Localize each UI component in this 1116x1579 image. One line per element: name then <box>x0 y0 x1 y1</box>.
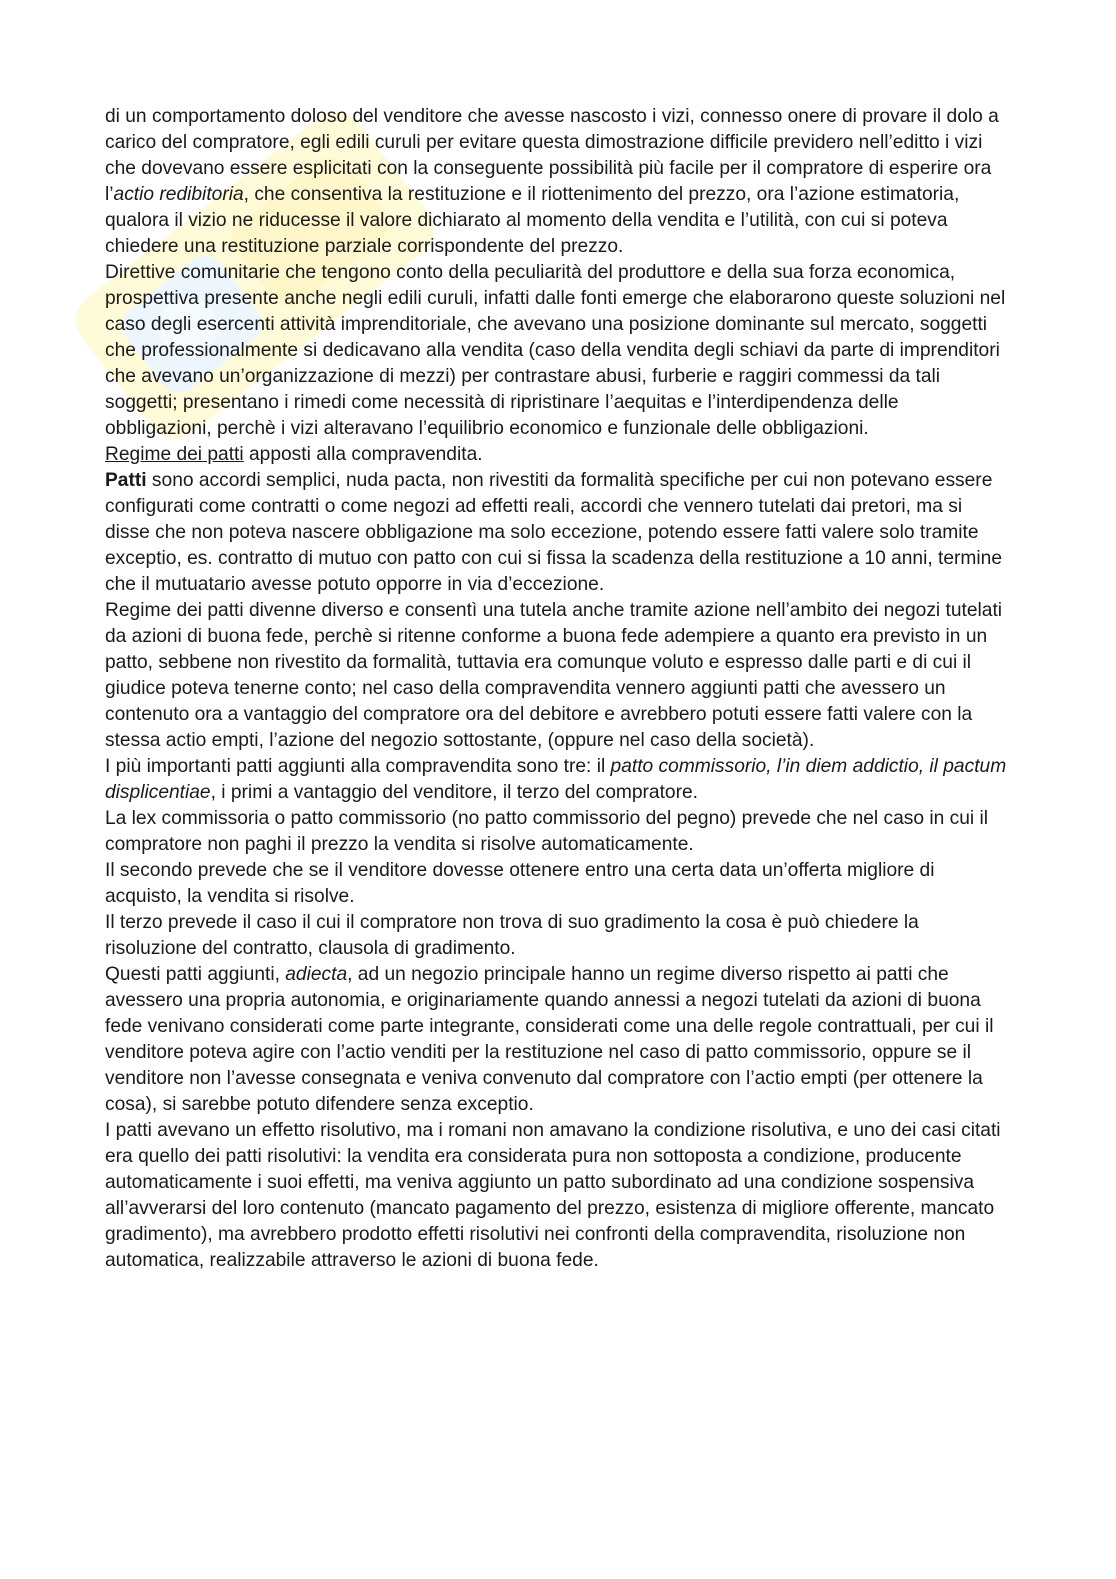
paragraph-terzo: Il terzo prevede il caso il cui il compratore non trova di suo gradimento la cosa è può chiedere la risoluzione del contratto, clausola di gradimento. <box>105 912 919 959</box>
paragraph-regime-heading: Regime dei patti apposti alla compravendita. <box>105 444 483 465</box>
paragraph-effetto-risolutivo: I patti avevano un effetto risolutivo, ma i romani non amavano la condizione risolutiva, e uno dei casi citati era quello dei patti risolutivi: la vendita era considerata pura non sottoposta a condizione, producente automaticamente i suoi effetti, ma veniva aggiunto un patto subordinato ad una condizione sospensiva all’avverarsi del loro contenuto (mancato pagamento del prezzo, esistenza di migliore offerente, mancato gradimento), ma avrebbero prodotto effetti risolutivi nei confronti della compravendita, risoluzione non automatica, realizzabile attraverso le azioni di buona fede. <box>105 1120 1001 1271</box>
document-page <box>105 104 1010 1274</box>
paragraph-tre-patti: I più importanti patti aggiunti alla compravendita sono tre: il patto commissorio, l’in diem addictio, il pactum displicentiae, i primi a vantaggio del venditore, il terzo del compratore. <box>105 756 1007 803</box>
paragraph-secondo: Il secondo prevede che se il venditore dovesse ottenere entro una certa data un’offerta migliore di acquisto, la vendita si risolve. <box>105 860 935 907</box>
paragraph-direttive: Direttive comunitarie che tengono conto della peculiarità del produttore e della sua forza economica, prospettiva presente anche negli edili curuli, infatti dalle fonti emerge che elaborarono queste soluzioni nel caso degli esercenti attività imprenditoriale, che avevano una posizione dominante sul mercato, soggetti che professionalmente si dedicavano alla vendita (caso della vendita degli schiavi da parte di imprenditori che avevano un’organizzazione di mezzi) per contrastare abusi, furberie e raggiri commessi da tali soggetti; presentano i rimedi come necessità di ripristinare l’aequitas e l’interdipendenza delle obbligazioni, perchè i vizi alteravano l’equilibrio economico e funzionale delle obbligazioni. <box>105 262 1006 439</box>
paragraph-regime-diverso: Regime dei patti divenne diverso e consentì una tutela anche tramite azione nell’ambito dei negozi tutelati da azioni di buona fede, perchè si ritenne conforme a buona fede adempiere a quanto era previsto in un patto, sebbene non rivestito da formalità, tuttavia era comunque voluto e espresso dalle parti e di cui il giudice poteva tenerne conto; nel caso della compravendita vennero aggiunti patti che avessero un contenuto ora a vantaggio del compratore ora del debitore e avrebbero potuti essere fatti valere con la stessa actio empti, l’azione del negozio sottostante, (oppure nel caso della società). <box>105 600 1003 751</box>
paragraph-vizi: di un comportamento doloso del venditore che avesse nascosto i vizi, connesso onere di provare il dolo a carico del compratore, egli edili curuli per evitare questa dimostrazione difficile previdero nell’editto i vizi che dovevano essere esplicitati con la conseguente possibilità più facile per il compratore di esperire ora l’actio redibitoria, che consentiva la restituzione e il riottenimento del prezzo, ora l’azione estimatoria, qualora il vizio ne riducesse il valore dichiarato al momento della vendita e l’utilità, con cui si poteva chiedere una restituzione parziale corrispondente del prezzo. <box>105 106 999 257</box>
paragraph-adiecta: Questi patti aggiunti, adiecta, ad un negozio principale hanno un regime diverso rispetto ai patti che avessero una propria autonomia, e originariamente quando annessi a negozi tutelati da azioni di buona fede venivano considerati come parte integrante, considerati come una delle regole contrattuali, per cui il venditore poteva agire con l’actio venditi per la restituzione nel caso di patto commissorio, oppure se il venditore non l’avesse consegnata e veniva convenuto dal compratore con l’actio empti (per ottenere la cosa), si sarebbe potuto difendere senza exceptio. <box>105 964 994 1115</box>
paragraph-lex-commissoria: La lex commissoria o patto commissorio (no patto commissorio del pegno) prevede che nel caso in cui il compratore non paghi il prezzo la vendita si risolve automaticamente. <box>105 808 989 855</box>
paragraph-patti: Patti sono accordi semplici, nuda pacta, non rivestiti da formalità specifiche per cui non potevano essere configurati come contratti o come negozi ad effetti reali, accordi che vennero tutelati dai pretori, ma si disse che non poteva nascere obbligazione ma solo eccezione, potendo essere fatti valere solo tramite exceptio, es. contratto di mutuo con patto con cui si fissa la scadenza della restituzione a 10 anni, termine che il mutuatario avesse potuto opporre in via d’eccezione. <box>105 470 1002 595</box>
